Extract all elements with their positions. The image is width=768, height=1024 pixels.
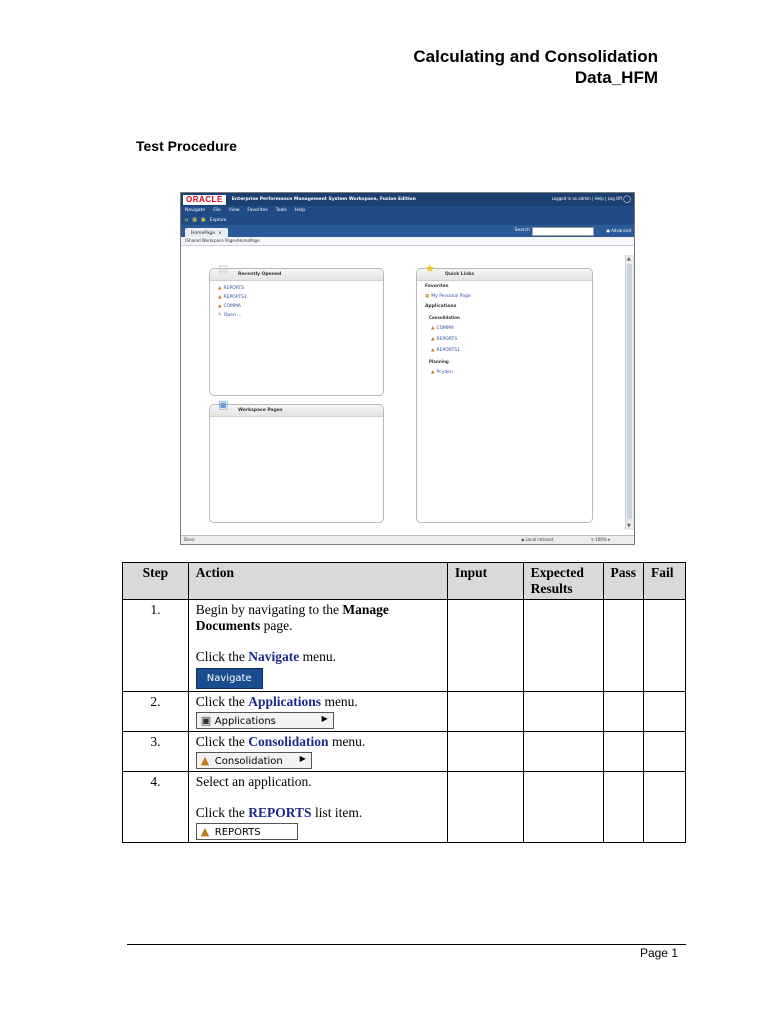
submenu-arrow-icon: ▶ — [299, 754, 306, 763]
workspace-pages-header — [210, 398, 383, 417]
browser-statusbar — [181, 535, 634, 544]
quick-links-header — [417, 262, 592, 281]
recently-opened-title: Recently Opened — [238, 272, 282, 277]
menu-help[interactable]: Help — [294, 208, 306, 213]
report-icon: ▲ — [218, 295, 222, 300]
step-action: Click the Applications menu. ▣ Applications ▶ — [188, 692, 447, 732]
consolidation-app-link[interactable]: ▲ REPORTS1 — [431, 348, 460, 353]
workspace-screenshot — [180, 192, 635, 545]
folder-icon: ▤ — [218, 262, 229, 275]
test-steps-table — [122, 562, 686, 843]
search-label: Search — [514, 228, 530, 233]
advanced-search-link[interactable]: ● Advanced — [606, 228, 631, 233]
col-pass: Pass — [603, 563, 644, 600]
tab-homepage-label: HomePage — [191, 231, 216, 236]
workspace-titlebar — [181, 193, 634, 206]
vertical-scrollbar[interactable] — [625, 255, 634, 530]
personal-page-icon: ▦ — [425, 294, 430, 299]
table-header-row — [123, 563, 686, 600]
planning-app-link[interactable]: ▲ Pcyden — [431, 370, 453, 375]
col-fail: Fail — [644, 563, 686, 600]
step-number: 3. — [123, 732, 189, 772]
menu-navigate[interactable]: Navigate — [185, 208, 206, 213]
step-action: Begin by navigating to the Manage Documents page. Click the Navigate menu. Navigate — [188, 600, 447, 692]
step-input[interactable] — [447, 772, 523, 843]
recent-item[interactable]: ▲ REPORTS1 — [218, 295, 247, 300]
status-text: Done — [184, 537, 195, 542]
breadcrumb: [Shared Workspace Pages/HomePage — [181, 237, 634, 246]
zoom-icon: ⚲ — [591, 537, 594, 542]
step-pass[interactable] — [603, 772, 644, 843]
step-pass[interactable] — [603, 692, 644, 732]
reports-list-item[interactable]: ▲ REPORTS — [196, 823, 298, 840]
step-number: 2. — [123, 692, 189, 732]
table-row — [123, 692, 686, 732]
header-subtitle: Data_HFM — [574, 68, 658, 87]
menu-tools[interactable]: Tools — [275, 208, 287, 213]
quick-links-panel — [416, 262, 593, 523]
workspace-menubar — [181, 206, 634, 215]
table-row — [123, 772, 686, 843]
applications-label: Applications — [425, 304, 457, 309]
monitor-icon: ▣ — [200, 714, 212, 727]
advanced-label: Advanced — [611, 228, 631, 233]
report-icon: ▲ — [218, 304, 222, 309]
col-expected: Expected Results — [523, 563, 603, 600]
app-icon: ▲ — [431, 370, 435, 375]
app-title: Enterprise Performance Management System Workspace, Fusion Edition — [231, 197, 416, 202]
app-icon: ▲ — [431, 337, 435, 342]
workspace-pages-panel — [209, 398, 384, 523]
col-step: Step — [123, 563, 189, 600]
top-links[interactable]: Logged in as admin | Help | Log Off — [551, 196, 622, 201]
header-title: Calculating and Consolidation — [413, 47, 658, 66]
report-icon: ▲ — [218, 286, 222, 291]
recently-opened-panel — [209, 262, 384, 396]
step-pass[interactable] — [603, 732, 644, 772]
step-fail[interactable] — [644, 692, 686, 732]
document-header — [413, 46, 658, 88]
menu-file[interactable]: File — [213, 208, 221, 213]
consolidation-app-link[interactable]: ▲ REPORTS — [431, 337, 458, 342]
oracle-logo: ORACLE — [183, 195, 226, 205]
section-title: Test Procedure — [136, 138, 237, 154]
scroll-down-icon[interactable]: ▼ — [627, 523, 631, 529]
step-input[interactable] — [447, 732, 523, 772]
step-input[interactable] — [447, 600, 523, 692]
tab-homepage[interactable] — [185, 228, 228, 237]
folder-icon[interactable]: ▣ — [200, 217, 206, 223]
home-icon[interactable]: ⌂ — [185, 217, 189, 223]
consolidation-label: Consolidation — [429, 315, 460, 320]
col-input: Input — [447, 563, 523, 600]
step-expected — [523, 692, 603, 732]
app-icon: ▲ — [431, 348, 435, 353]
close-icon[interactable]: ✕ — [218, 230, 222, 235]
workspace-content — [181, 256, 626, 529]
zoom-indicator[interactable]: ⚲ 100% ▾ — [591, 537, 610, 542]
scrollbar-thumb[interactable] — [627, 264, 632, 519]
step-number: 1. — [123, 600, 189, 692]
step-input[interactable] — [447, 692, 523, 732]
applications-menu-item[interactable]: ▣ Applications ▶ — [196, 712, 334, 729]
step-expected — [523, 732, 603, 772]
planning-label: Planning — [429, 359, 449, 364]
workspace-pages-title: Workspace Pages — [238, 408, 283, 413]
recent-item[interactable]: ▲ REPORTS — [218, 286, 245, 291]
search-input[interactable] — [532, 227, 594, 236]
workspace-pages-icon: ▣ — [218, 398, 229, 411]
consolidation-app-link[interactable]: ▲ COMMA — [431, 326, 454, 331]
zone-indicator: ◉ Local intranet — [521, 537, 554, 542]
workspace-tabbar — [181, 225, 634, 237]
quick-links-title: Quick Links — [445, 272, 475, 277]
recent-item[interactable]: ▲ COMMA — [218, 304, 241, 309]
step-fail[interactable] — [644, 732, 686, 772]
document-icon[interactable]: ▦ — [192, 217, 197, 223]
col-action: Action — [188, 563, 447, 600]
navigate-button[interactable]: Navigate — [196, 668, 263, 689]
explore-button[interactable]: Explore — [209, 217, 227, 223]
app-icon: ▲ — [431, 326, 435, 331]
help-icon[interactable]: ◯ — [623, 195, 631, 203]
open-icon: ✎ — [218, 313, 222, 318]
scroll-up-icon[interactable]: ▲ — [627, 256, 631, 262]
step-expected — [523, 772, 603, 843]
submenu-arrow-icon: ▶ — [321, 714, 328, 723]
consolidation-icon: ▲ — [200, 754, 210, 767]
step-fail[interactable] — [644, 600, 686, 692]
page-number: Page 1 — [639, 946, 678, 960]
step-number: 4. — [123, 772, 189, 843]
menu-view[interactable]: View — [228, 208, 240, 213]
recently-opened-header — [210, 262, 383, 281]
report-icon: ▲ — [200, 825, 210, 838]
footer-divider — [127, 944, 686, 945]
recent-item-open[interactable]: ✎ Open ... — [218, 313, 242, 318]
table-row — [123, 732, 686, 772]
workspace-toolbar — [181, 215, 634, 225]
step-fail[interactable] — [644, 772, 686, 843]
step-expected — [523, 600, 603, 692]
consolidation-menu-item[interactable]: ▲ Consolidation ▶ — [196, 752, 312, 769]
step-pass[interactable] — [603, 600, 644, 692]
step-action: Click the Consolidation menu. ▲ Consolidation ▶ — [188, 732, 447, 772]
step-action: Select an application. Click the REPORTS list item. ▲ REPORTS — [188, 772, 447, 843]
menu-favorites[interactable]: Favorites — [247, 208, 268, 213]
star-icon: ★ — [425, 262, 435, 275]
globe-icon: ◉ — [521, 537, 525, 542]
favorites-label: Favorites — [425, 284, 449, 289]
my-personal-page-link[interactable]: ▦ My Personal Page — [425, 294, 471, 299]
table-row — [123, 600, 686, 692]
